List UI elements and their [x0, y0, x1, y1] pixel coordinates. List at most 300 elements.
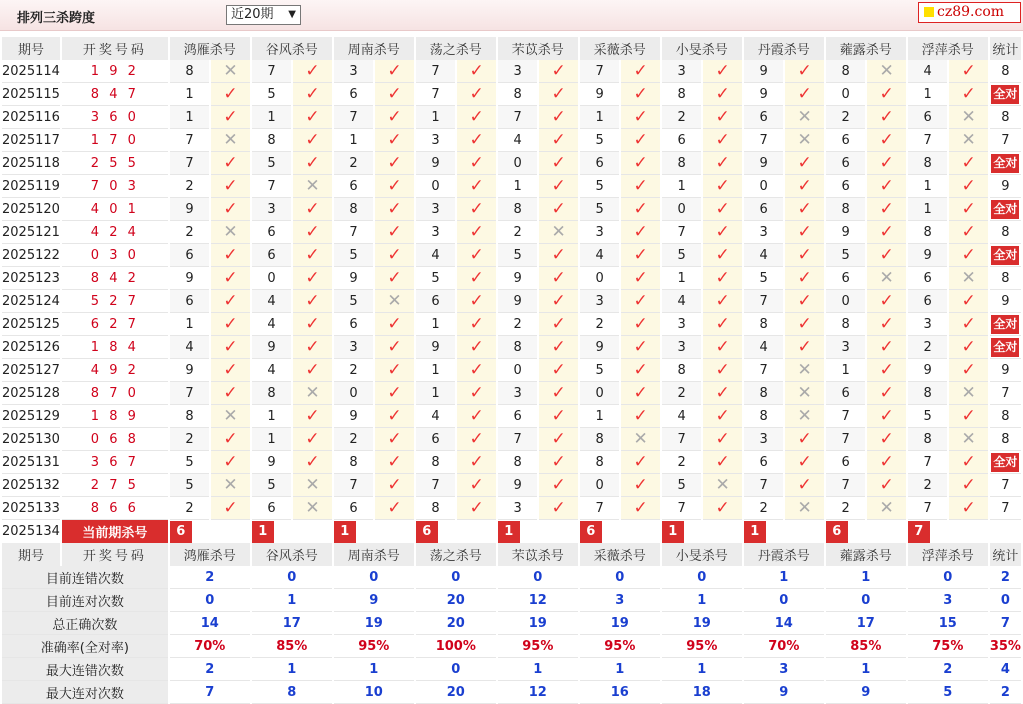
correct-mark — [703, 451, 741, 474]
kill-number-cell: 8 — [498, 451, 538, 474]
cross-icon: ✕ — [633, 429, 648, 449]
check-icon: ✓ — [469, 314, 484, 334]
correct-mark — [375, 129, 413, 152]
check-icon: ✓ — [305, 337, 320, 357]
check-icon: ✓ — [633, 314, 648, 334]
period-cell: 2025117 — [2, 129, 60, 152]
kill-number-cell: 8 — [252, 129, 292, 152]
kill-number-cell: 7 — [744, 474, 784, 497]
correct-mark — [949, 198, 987, 221]
check-icon: ✓ — [633, 360, 648, 380]
check-icon: ✓ — [469, 337, 484, 357]
col-expert-header[interactable]: 蕹露杀号 — [826, 543, 906, 566]
correct-mark — [867, 336, 905, 359]
col-expert-header[interactable]: 采薇杀号 — [580, 37, 660, 60]
kill-number-cell: 4 — [252, 313, 292, 336]
kill-number-cell: 3 — [744, 428, 784, 451]
check-icon: ✓ — [387, 383, 402, 403]
all-correct-badge: 全对 — [991, 85, 1019, 104]
correct-mark — [211, 497, 249, 520]
kill-number-cell: 8 — [908, 221, 948, 244]
wrong-mark — [949, 129, 987, 152]
check-icon: ✓ — [469, 107, 484, 127]
check-icon: ✓ — [797, 337, 812, 357]
period-cell: 2025118 — [2, 152, 60, 175]
kill-number-cell: 8 — [662, 152, 702, 175]
check-icon: ✓ — [223, 268, 238, 288]
kill-number-cell: 7 — [416, 60, 456, 83]
check-icon: ✓ — [223, 107, 238, 127]
check-icon: ✓ — [551, 153, 566, 173]
kill-number-cell: 0 — [580, 267, 620, 290]
wrong-mark — [867, 497, 905, 520]
wrong-mark — [539, 221, 577, 244]
check-icon: ✓ — [879, 360, 894, 380]
kill-number-cell: 1 — [662, 175, 702, 198]
kill-number-cell: 2 — [170, 428, 210, 451]
correct-mark — [211, 428, 249, 451]
check-icon: ✓ — [961, 475, 976, 495]
wrong-mark — [949, 106, 987, 129]
correct-mark — [949, 451, 987, 474]
check-icon: ✓ — [551, 176, 566, 196]
kill-number-cell: 4 — [662, 290, 702, 313]
check-icon: ✓ — [469, 291, 484, 311]
col-expert-header[interactable]: 荡之杀号 — [416, 543, 496, 566]
kill-number-cell: 9 — [416, 152, 456, 175]
correct-mark — [867, 198, 905, 221]
cross-icon: ✕ — [223, 475, 238, 495]
correct-mark — [539, 129, 577, 152]
correct-mark — [457, 106, 495, 129]
kill-number-cell: 9 — [252, 336, 292, 359]
correct-mark — [375, 175, 413, 198]
check-icon: ✓ — [961, 452, 976, 472]
wrong-mark — [621, 428, 659, 451]
col-stats-header: 统计 — [990, 543, 1021, 566]
summary-value: 0 — [662, 566, 742, 589]
all-correct-badge: 全对 — [991, 154, 1019, 173]
kill-number-cell: 8 — [498, 336, 538, 359]
table-row — [2, 382, 1021, 405]
draw-number-cell: 3 6 7 — [62, 451, 168, 474]
col-expert-header[interactable]: 小旻杀号 — [662, 37, 742, 60]
col-draw-header: 开奖号码 — [62, 543, 168, 566]
kill-number-cell: 9 — [498, 474, 538, 497]
draw-number-cell: 4 2 4 — [62, 221, 168, 244]
kill-number-cell: 6 — [826, 129, 866, 152]
summary-row — [2, 589, 1021, 612]
check-icon: ✓ — [469, 429, 484, 449]
kill-number-cell: 5 — [662, 474, 702, 497]
kill-number-cell: 0 — [662, 198, 702, 221]
kill-number-cell: 7 — [744, 290, 784, 313]
check-icon: ✓ — [715, 291, 730, 311]
check-icon: ✓ — [469, 176, 484, 196]
correct-mark — [375, 267, 413, 290]
correct-mark — [375, 313, 413, 336]
wrong-mark — [949, 267, 987, 290]
correct-mark — [457, 428, 495, 451]
check-icon: ✓ — [387, 222, 402, 242]
empty-mark-cell — [539, 520, 577, 543]
draw-number-cell: 0 3 0 — [62, 244, 168, 267]
check-icon: ✓ — [469, 360, 484, 380]
cross-icon: ✕ — [797, 360, 812, 380]
wrong-mark — [703, 474, 741, 497]
period-cell: 2025120 — [2, 198, 60, 221]
kill-number-cell: 6 — [334, 313, 374, 336]
kill-number-cell: 6 — [826, 267, 866, 290]
check-icon: ✓ — [551, 268, 566, 288]
col-expert-header[interactable]: 谷风杀号 — [252, 37, 332, 60]
current-period-row — [2, 520, 1021, 543]
check-icon: ✓ — [961, 360, 976, 380]
kill-number-cell: 2 — [662, 382, 702, 405]
kill-number-cell: 5 — [580, 175, 620, 198]
stats-cell — [990, 60, 1021, 83]
cross-icon: ✕ — [961, 268, 976, 288]
correct-mark — [703, 428, 741, 451]
check-icon: ✓ — [879, 222, 894, 242]
kill-number-cell: 2 — [170, 221, 210, 244]
correct-mark — [949, 221, 987, 244]
current-kill-number: 1 — [334, 521, 356, 543]
cross-icon: ✕ — [879, 268, 894, 288]
summary-row — [2, 612, 1021, 635]
current-kill-number-cell — [416, 520, 456, 543]
stats-value: 8 — [1001, 408, 1010, 424]
kill-number-cell: 8 — [416, 451, 456, 474]
table-row — [2, 405, 1021, 428]
check-icon: ✓ — [961, 153, 976, 173]
wrong-mark — [293, 474, 331, 497]
cross-icon: ✕ — [223, 61, 238, 81]
kill-number-cell: 7 — [416, 83, 456, 106]
correct-mark — [703, 336, 741, 359]
summary-value: 0 — [908, 566, 988, 589]
check-icon: ✓ — [305, 360, 320, 380]
check-icon: ✓ — [387, 406, 402, 426]
summary-value: 0 — [416, 658, 496, 681]
current-kill-number-cell — [334, 520, 374, 543]
col-expert-header[interactable]: 芣苡杀号 — [498, 37, 578, 60]
table-row — [2, 336, 1021, 359]
kill-number-cell: 4 — [662, 405, 702, 428]
stats-cell — [990, 290, 1021, 313]
correct-mark — [949, 244, 987, 267]
col-expert-header[interactable]: 丹霞杀号 — [744, 543, 824, 566]
cross-icon: ✕ — [961, 429, 976, 449]
check-icon: ✓ — [305, 130, 320, 150]
check-icon: ✓ — [715, 429, 730, 449]
stats-value: 9 — [1001, 293, 1010, 309]
check-icon: ✓ — [715, 406, 730, 426]
check-icon: ✓ — [633, 130, 648, 150]
correct-mark — [949, 405, 987, 428]
correct-mark — [539, 428, 577, 451]
stats-value: 7 — [1001, 477, 1010, 493]
correct-mark — [703, 267, 741, 290]
empty-mark-cell — [457, 520, 495, 543]
correct-mark — [211, 336, 249, 359]
table-row — [2, 313, 1021, 336]
col-expert-header[interactable]: 周南杀号 — [334, 37, 414, 60]
kill-number-cell: 6 — [334, 83, 374, 106]
empty-mark-cell — [293, 520, 331, 543]
period-cell: 2025124 — [2, 290, 60, 313]
col-expert-header[interactable]: 荡之杀号 — [416, 37, 496, 60]
summary-value: 9 — [334, 589, 414, 612]
kill-number-cell: 7 — [662, 428, 702, 451]
correct-mark — [375, 451, 413, 474]
kill-number-cell: 1 — [416, 359, 456, 382]
correct-mark — [949, 175, 987, 198]
summary-value: 20 — [416, 589, 496, 612]
kill-number-cell: 6 — [744, 198, 784, 221]
draw-number-cell: 2 5 5 — [62, 152, 168, 175]
kill-number-cell: 2 — [334, 152, 374, 175]
kill-number-cell: 3 — [334, 60, 374, 83]
kill-number-cell: 3 — [580, 221, 620, 244]
correct-mark — [949, 313, 987, 336]
summary-value: 1 — [252, 589, 332, 612]
draw-number-cell: 5 2 7 — [62, 290, 168, 313]
col-expert-header[interactable]: 蕹露杀号 — [826, 37, 906, 60]
kill-number-cell: 3 — [334, 336, 374, 359]
check-icon: ✓ — [961, 61, 976, 81]
kill-number-cell: 0 — [252, 267, 292, 290]
summary-value: 2 — [908, 658, 988, 681]
all-correct-badge: 全对 — [991, 246, 1019, 265]
cross-icon: ✕ — [715, 475, 730, 495]
col-expert-header[interactable]: 浮萍杀号 — [908, 37, 988, 60]
current-kill-number: 6 — [416, 521, 438, 543]
wrong-mark — [785, 359, 823, 382]
check-icon: ✓ — [797, 222, 812, 242]
check-icon: ✓ — [305, 268, 320, 288]
check-icon: ✓ — [797, 452, 812, 472]
check-icon: ✓ — [715, 268, 730, 288]
correct-mark — [293, 405, 331, 428]
check-icon: ✓ — [879, 452, 894, 472]
kill-number-cell: 3 — [662, 313, 702, 336]
header-row — [2, 37, 1021, 60]
correct-mark — [785, 290, 823, 313]
check-icon: ✓ — [551, 245, 566, 265]
kill-number-cell: 8 — [170, 405, 210, 428]
check-icon: ✓ — [633, 337, 648, 357]
kill-number-cell: 3 — [498, 382, 538, 405]
check-icon: ✓ — [551, 61, 566, 81]
kill-number-cell: 7 — [826, 428, 866, 451]
correct-mark — [457, 359, 495, 382]
wrong-mark — [293, 497, 331, 520]
col-expert-header[interactable]: 鸿雁杀号 — [170, 37, 250, 60]
current-kill-number-cell — [826, 520, 866, 543]
check-icon: ✓ — [633, 222, 648, 242]
stats-value: 9 — [1001, 178, 1010, 194]
stats-cell — [990, 313, 1021, 336]
correct-mark — [703, 290, 741, 313]
check-icon: ✓ — [633, 452, 648, 472]
correct-mark — [457, 474, 495, 497]
kill-number-cell: 2 — [826, 497, 866, 520]
check-icon: ✓ — [551, 452, 566, 472]
kill-number-cell: 5 — [334, 244, 374, 267]
summary-value: 1 — [334, 658, 414, 681]
summary-stat: 35% — [990, 635, 1021, 658]
wrong-mark — [375, 290, 413, 313]
correct-mark — [375, 474, 413, 497]
correct-mark — [457, 497, 495, 520]
summary-value: 19 — [580, 612, 660, 635]
col-expert-header[interactable]: 丹霞杀号 — [744, 37, 824, 60]
kill-number-cell: 9 — [252, 451, 292, 474]
period-cell: 2025114 — [2, 60, 60, 83]
kill-number-cell: 7 — [826, 474, 866, 497]
check-icon: ✓ — [797, 314, 812, 334]
check-icon: ✓ — [715, 383, 730, 403]
check-icon: ✓ — [223, 291, 238, 311]
correct-mark — [949, 359, 987, 382]
draw-number-cell: 4 0 1 — [62, 198, 168, 221]
col-expert-header[interactable]: 采薇杀号 — [580, 543, 660, 566]
wrong-mark — [211, 60, 249, 83]
col-expert-header[interactable]: 谷风杀号 — [252, 543, 332, 566]
stats-cell — [990, 221, 1021, 244]
check-icon: ✓ — [469, 153, 484, 173]
stats-value: 8 — [1001, 109, 1010, 125]
col-draw-header: 开奖号码 — [62, 37, 168, 60]
correct-mark — [457, 175, 495, 198]
correct-mark — [867, 451, 905, 474]
correct-mark — [375, 152, 413, 175]
stats-cell — [990, 497, 1021, 520]
check-icon: ✓ — [633, 291, 648, 311]
table-row — [2, 359, 1021, 382]
correct-mark — [539, 336, 577, 359]
check-icon: ✓ — [633, 61, 648, 81]
kill-number-cell: 1 — [170, 106, 210, 129]
check-icon: ✓ — [797, 176, 812, 196]
kill-number-cell: 8 — [580, 451, 620, 474]
kill-number-cell: 6 — [170, 290, 210, 313]
check-icon: ✓ — [305, 291, 320, 311]
summary-label: 最大连对次数 — [2, 681, 168, 704]
correct-mark — [293, 451, 331, 474]
check-icon: ✓ — [223, 176, 238, 196]
check-icon: ✓ — [387, 84, 402, 104]
check-icon: ✓ — [223, 245, 238, 265]
correct-mark — [949, 290, 987, 313]
check-icon: ✓ — [797, 153, 812, 173]
all-correct-badge: 全对 — [991, 200, 1019, 219]
check-icon: ✓ — [961, 498, 976, 518]
summary-value: 3 — [580, 589, 660, 612]
kill-number-cell: 8 — [416, 497, 456, 520]
kill-number-cell: 7 — [334, 221, 374, 244]
kill-number-cell: 7 — [334, 106, 374, 129]
check-icon: ✓ — [633, 107, 648, 127]
correct-mark — [293, 83, 331, 106]
kill-number-cell: 2 — [334, 359, 374, 382]
correct-mark — [211, 198, 249, 221]
stats-value: 8 — [1001, 224, 1010, 240]
check-icon: ✓ — [551, 314, 566, 334]
empty-mark-cell — [375, 520, 413, 543]
site-logo[interactable]: cz89.com — [918, 2, 1021, 23]
kill-number-cell: 8 — [826, 198, 866, 221]
col-expert-header[interactable]: 浮萍杀号 — [908, 543, 988, 566]
check-icon: ✓ — [551, 130, 566, 150]
kill-number-cell: 9 — [498, 290, 538, 313]
kill-number-cell: 9 — [744, 152, 784, 175]
period-range-value: 近20期 — [231, 7, 274, 22]
period-range-select[interactable] — [226, 5, 301, 25]
check-icon: ✓ — [223, 337, 238, 357]
stats-cell — [990, 359, 1021, 382]
correct-mark — [375, 336, 413, 359]
check-icon: ✓ — [961, 406, 976, 426]
check-icon: ✓ — [961, 222, 976, 242]
check-icon: ✓ — [551, 107, 566, 127]
chevron-down-icon: ▼ — [288, 9, 296, 20]
cross-icon: ✕ — [223, 406, 238, 426]
kill-number-cell: 2 — [744, 497, 784, 520]
summary-value: 3 — [744, 658, 824, 681]
correct-mark — [621, 152, 659, 175]
current-kill-number: 7 — [908, 521, 930, 543]
cross-icon: ✕ — [797, 383, 812, 403]
correct-mark — [621, 290, 659, 313]
summary-value: 2 — [170, 566, 250, 589]
kill-number-cell: 0 — [744, 175, 784, 198]
check-icon: ✓ — [715, 498, 730, 518]
check-icon: ✓ — [305, 245, 320, 265]
kill-number-cell: 7 — [498, 106, 538, 129]
correct-mark — [703, 382, 741, 405]
kill-number-cell: 5 — [826, 244, 866, 267]
wrong-mark — [867, 60, 905, 83]
current-kill-number-cell — [744, 520, 784, 543]
col-expert-header[interactable]: 周南杀号 — [334, 543, 414, 566]
col-expert-header[interactable]: 芣苡杀号 — [498, 543, 578, 566]
period-cell: 2025130 — [2, 428, 60, 451]
stats-cell — [990, 83, 1021, 106]
check-icon: ✓ — [305, 429, 320, 449]
summary-value: 20 — [416, 612, 496, 635]
kill-number-cell: 1 — [498, 175, 538, 198]
col-expert-header[interactable]: 小旻杀号 — [662, 543, 742, 566]
col-expert-header[interactable]: 鸿雁杀号 — [170, 543, 250, 566]
correct-mark — [293, 198, 331, 221]
check-icon: ✓ — [879, 199, 894, 219]
correct-mark — [949, 83, 987, 106]
check-icon: ✓ — [879, 383, 894, 403]
all-correct-badge: 全对 — [991, 453, 1019, 472]
kill-number-cell: 3 — [416, 221, 456, 244]
kill-number-cell: 1 — [416, 106, 456, 129]
table-row — [2, 474, 1021, 497]
check-icon: ✓ — [387, 314, 402, 334]
correct-mark — [867, 405, 905, 428]
correct-mark — [375, 106, 413, 129]
stats-value: 7 — [1001, 385, 1010, 401]
kill-number-cell: 1 — [826, 359, 866, 382]
kill-number-cell: 1 — [252, 428, 292, 451]
check-icon: ✓ — [797, 199, 812, 219]
